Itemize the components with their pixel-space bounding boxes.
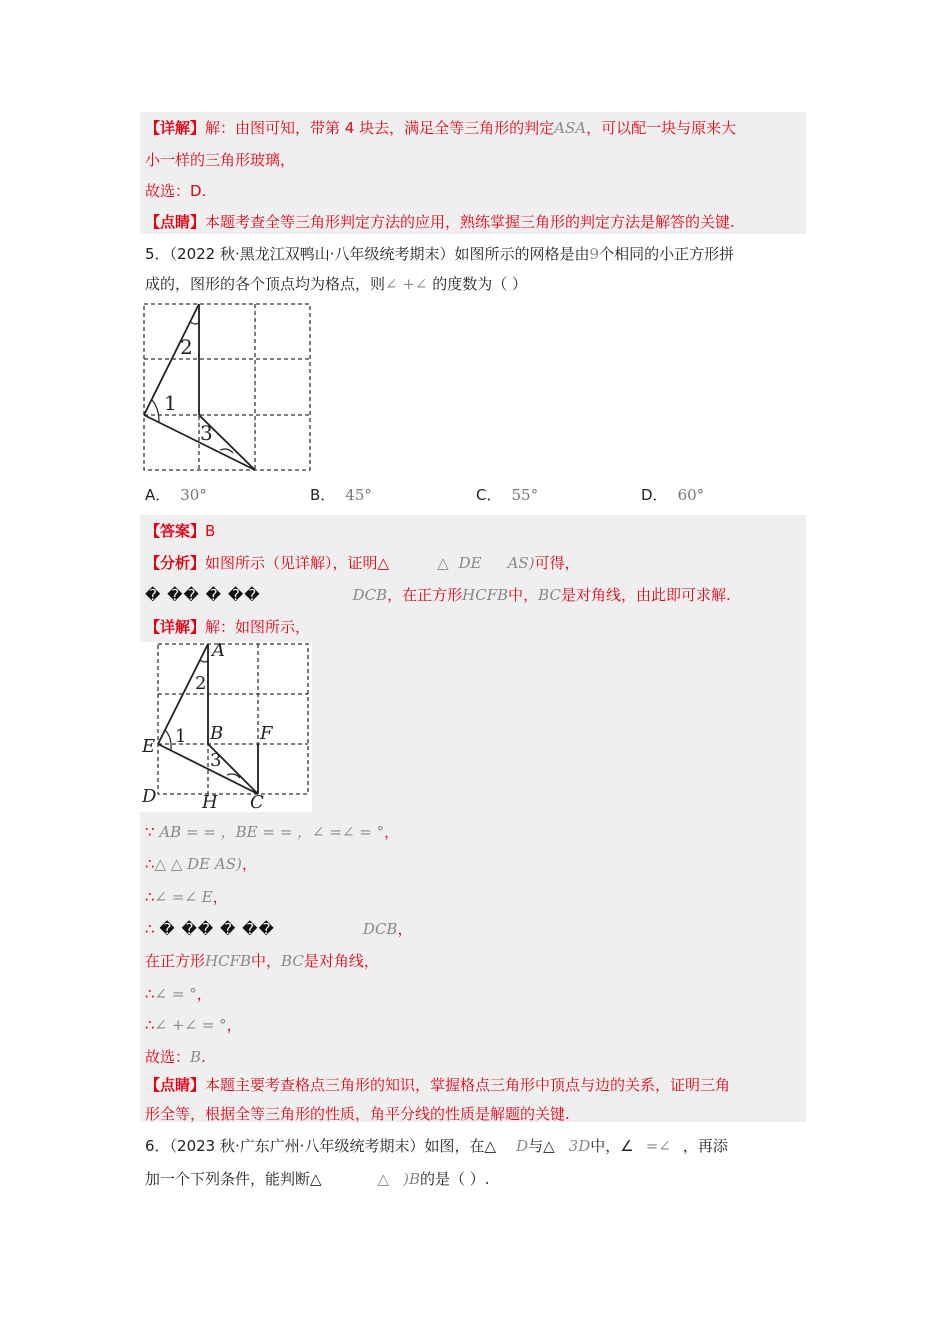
point-label-b: B	[210, 723, 224, 744]
step-1: ∵ AB = = ，BE = = ，∠ =∠ = °，	[145, 823, 400, 841]
detail-line: 【详解】解：如图所示，	[145, 618, 311, 636]
solution-figure	[140, 642, 312, 812]
step-4: ∴ � �� � �� DCB，	[145, 920, 413, 938]
detail-line: 【详解】解：由图可知，带第 4 块去，满足全等三角形的判定ASA，可以配一块与原来大	[145, 119, 737, 137]
step-6: ∴∠ = °，	[145, 985, 212, 1003]
step-3: ∴∠ =∠ E，	[145, 888, 228, 906]
option-d[interactable]: D． 60°	[641, 486, 705, 504]
question-6-stem-2: 加一个下列条件，能判断△ △ )B的是（ ）.	[145, 1170, 490, 1188]
option-c[interactable]: C． 55°	[476, 486, 539, 504]
comment-line: 【点睛】本题主要考查格点三角形的知识，掌握格点三角形中顶点与边的关系，证明三角	[145, 1076, 731, 1094]
detail-line-2: 小一样的三角形玻璃，	[145, 151, 296, 169]
question-6-stem: 6．（2023 秋·广东广州·八年级统考期末）如图，在△ D与△ 3D中，∠ =∠ ，再添	[145, 1137, 728, 1155]
option-b[interactable]: B． 45°	[310, 486, 372, 504]
comment-line-2: 形全等，根据全等三角形的性质，角平分线的性质是解题的关键.	[145, 1105, 570, 1123]
point-label-d: D	[142, 786, 157, 807]
angle-label-1: 1	[175, 726, 187, 747]
point-label-c: C	[250, 792, 264, 812]
step-5: 在正方形HCFB中，BC是对角线，	[145, 952, 379, 970]
choose-line: 故选：B.	[145, 1048, 206, 1066]
angle-label-1: 1	[164, 391, 177, 415]
angle-label-3: 3	[210, 750, 222, 771]
angle-label-2: 2	[195, 673, 207, 694]
angle-label-3: 3	[200, 421, 213, 445]
step-2: ∴△ △ DE AS)，	[145, 855, 257, 873]
analysis-line-2: � �� � �� DCB，在正方形HCFB中，BC是对角线，由此即可求解.	[145, 586, 731, 604]
analysis-line: 【分析】如图所示（见详解），证明△ △ DE AS)可得，	[145, 554, 580, 572]
point-label-f: F	[260, 723, 273, 744]
answer-line: 【答案】B	[145, 522, 216, 540]
step-7: ∴∠ +∠ = °，	[145, 1016, 242, 1034]
question-5-stem-2: 成的，图形的各个顶点均为格点，则∠ +∠ 的度数为（ ）	[145, 275, 528, 293]
question-5-figure	[140, 300, 316, 474]
choose-line: 故选：D.	[145, 182, 207, 200]
option-a[interactable]: A． 30°	[145, 486, 207, 504]
point-label-e: E	[142, 736, 156, 757]
angle-label-2: 2	[180, 335, 193, 359]
point-label-a: A	[212, 642, 225, 661]
comment-line: 【点睛】本题考查全等三角形判定方法的应用，熟练掌握三角形的判定方法是解答的关键.	[145, 213, 735, 231]
question-5-stem: 5．（2022 秋·黑龙江双鸭山·八年级统考期末）如图所示的网格是由9个相同的小正方形拼	[145, 245, 735, 263]
point-label-h: H	[202, 792, 218, 812]
